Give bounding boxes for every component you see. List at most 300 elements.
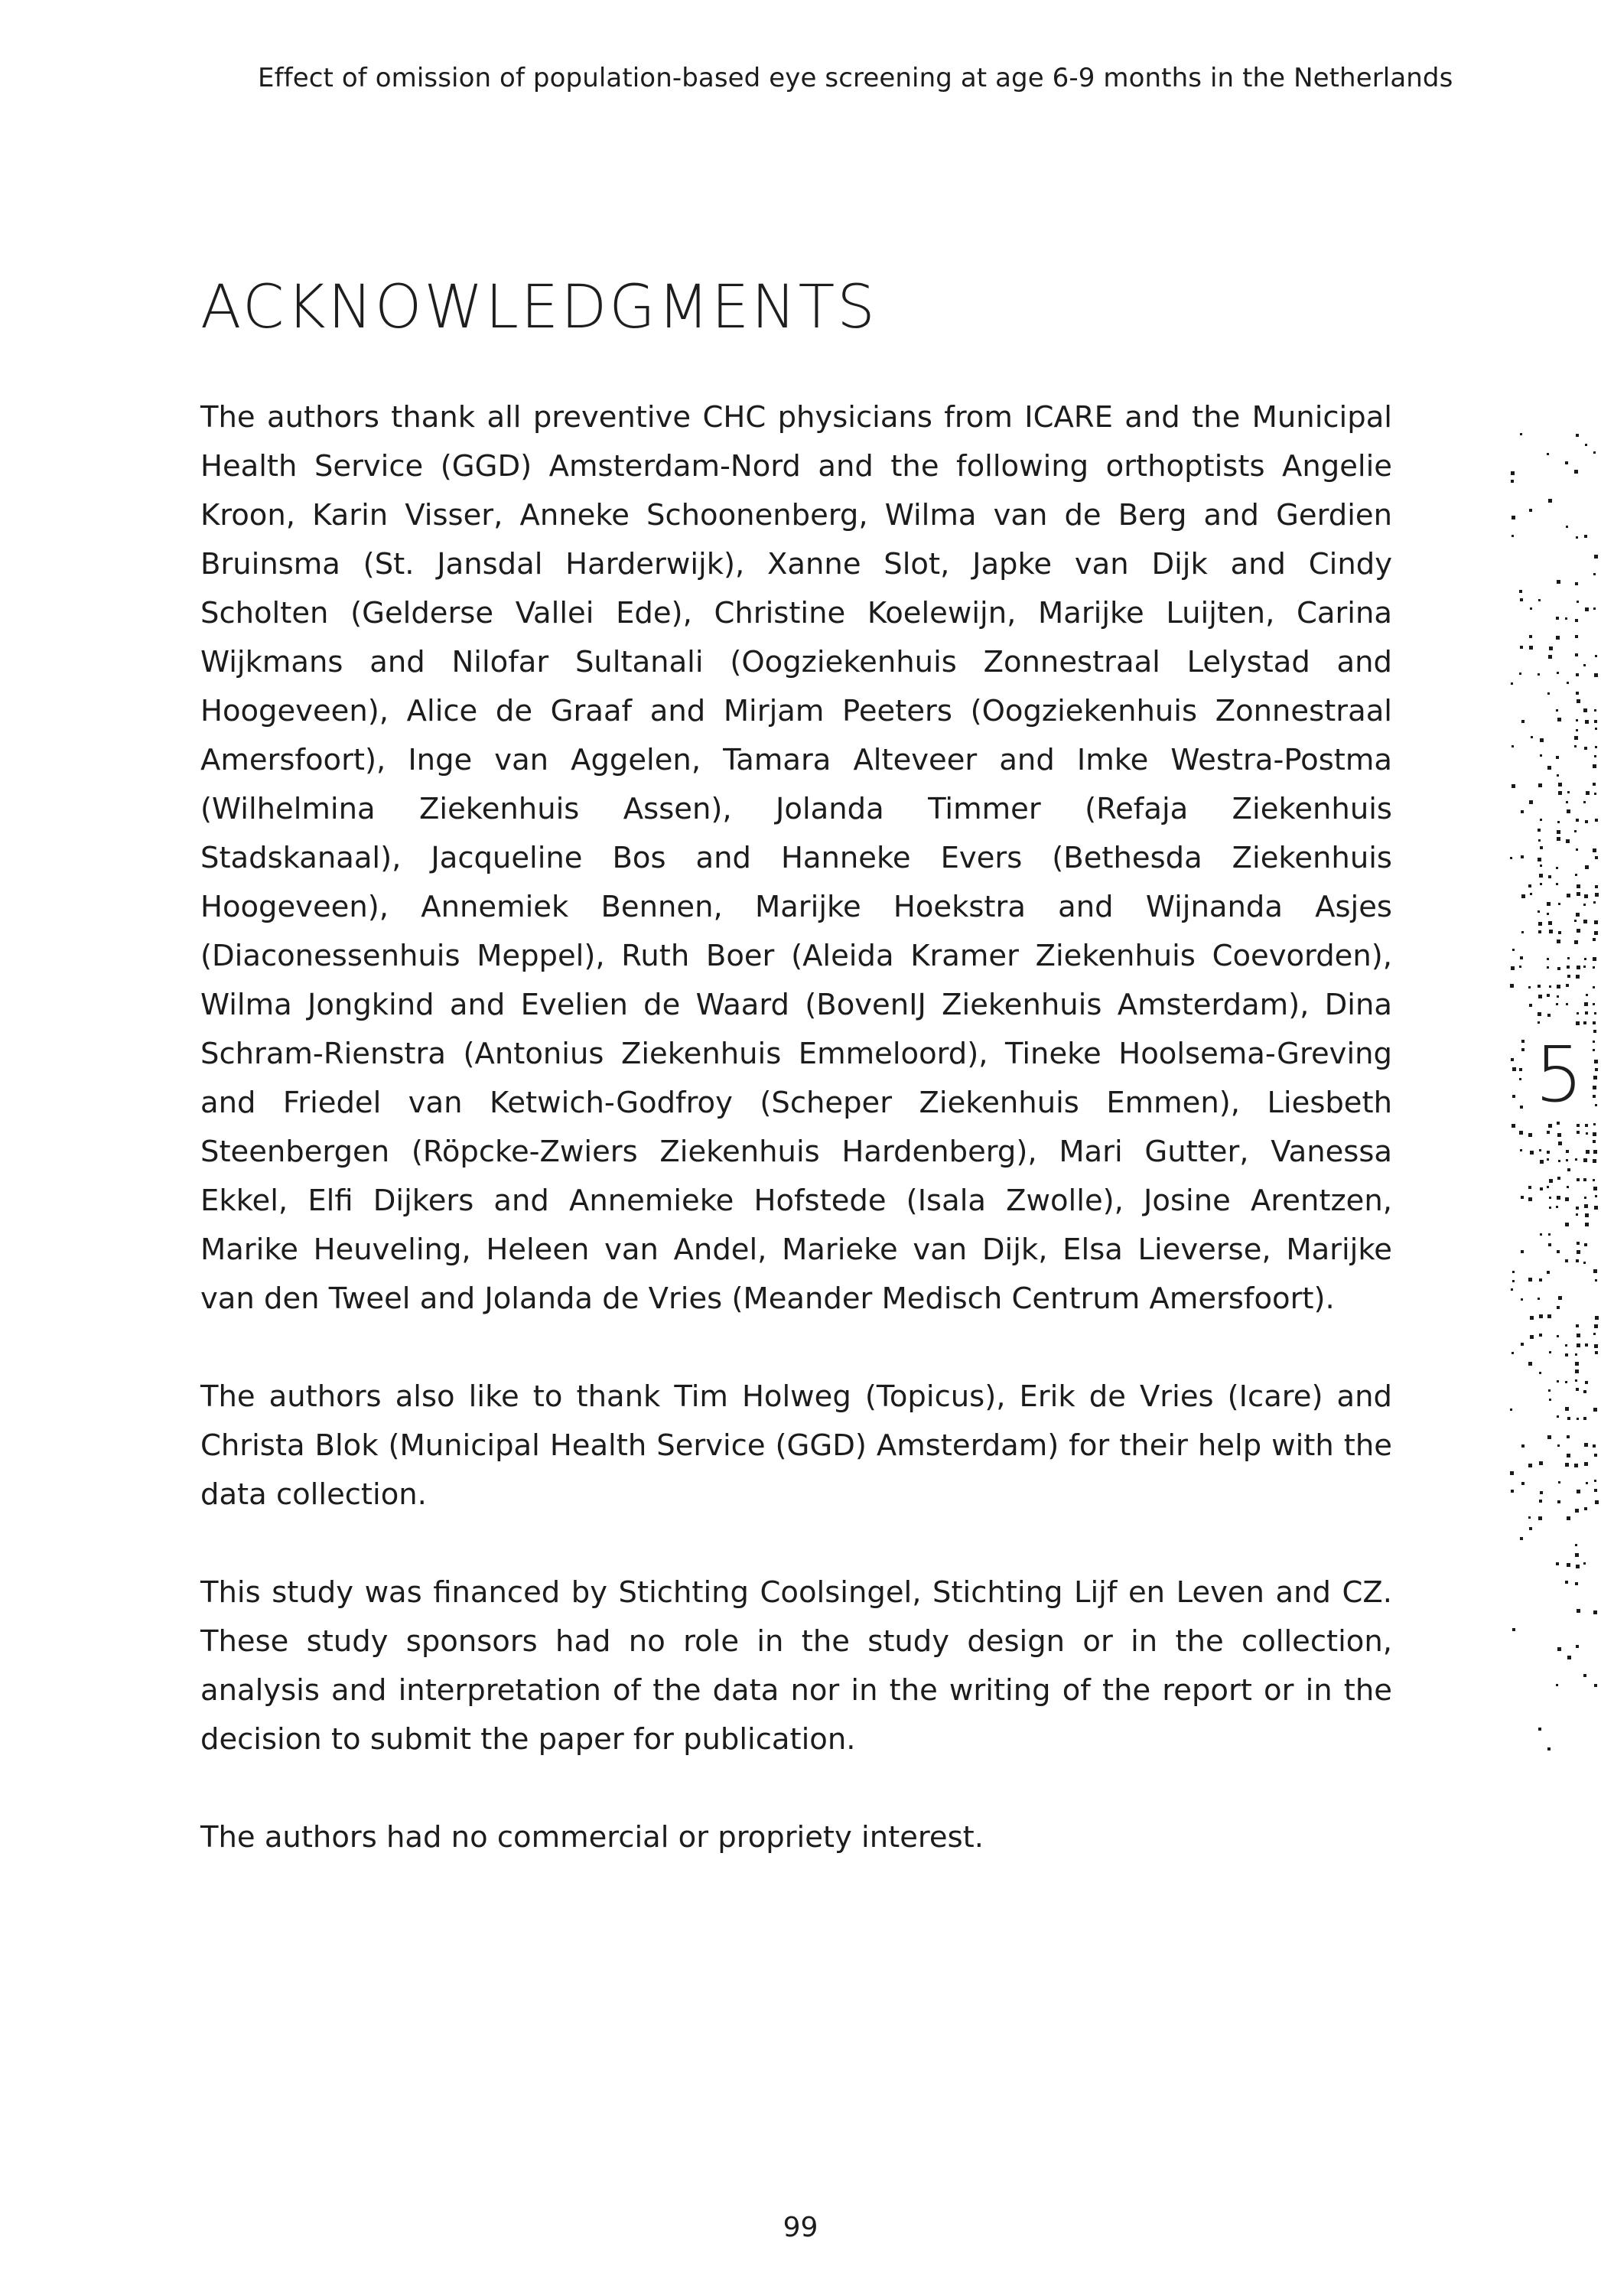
pattern-dot xyxy=(1566,1159,1568,1161)
pattern-dot xyxy=(1565,1463,1569,1467)
pattern-dot xyxy=(1584,1204,1588,1208)
pattern-dot xyxy=(1577,699,1580,703)
pattern-dot xyxy=(1540,1233,1542,1236)
pattern-dot xyxy=(1594,1480,1596,1482)
pattern-dot xyxy=(1565,1407,1569,1411)
pattern-dot xyxy=(1528,1133,1532,1137)
pattern-dot xyxy=(1512,1352,1514,1354)
pattern-dot xyxy=(1566,1150,1569,1153)
pattern-dot xyxy=(1528,1186,1531,1189)
pattern-dot xyxy=(1530,1316,1534,1320)
pattern-dot xyxy=(1577,1131,1580,1134)
pattern-dot xyxy=(1547,1131,1550,1134)
pattern-dot xyxy=(1593,1049,1595,1051)
pattern-dot xyxy=(1539,874,1543,878)
pattern-dot xyxy=(1556,1003,1558,1005)
pattern-dot xyxy=(1512,1067,1516,1071)
pattern-dot xyxy=(1593,1086,1596,1089)
pattern-dot xyxy=(1567,957,1570,959)
pattern-dot xyxy=(1593,986,1595,988)
pattern-dot xyxy=(1583,1674,1586,1677)
pattern-dot xyxy=(1520,1149,1522,1151)
pattern-dot xyxy=(1576,1021,1580,1025)
pattern-dot xyxy=(1583,664,1586,666)
pattern-dot xyxy=(1519,1131,1523,1135)
pattern-dot xyxy=(1548,1389,1551,1392)
pattern-dot xyxy=(1539,1461,1543,1465)
pattern-dot xyxy=(1556,756,1559,759)
pattern-dot xyxy=(1594,1324,1598,1328)
pattern-dot xyxy=(1565,461,1568,464)
pattern-dot xyxy=(1510,857,1512,859)
pattern-dot xyxy=(1577,1242,1580,1245)
pattern-dot xyxy=(1558,783,1562,787)
pattern-dot xyxy=(1567,975,1570,978)
pattern-dot xyxy=(1585,865,1589,869)
pattern-dot xyxy=(1547,1271,1550,1274)
pattern-dot xyxy=(1521,810,1524,813)
pattern-dot xyxy=(1584,1507,1587,1510)
pattern-dot xyxy=(1576,719,1578,721)
pattern-dot xyxy=(1567,1454,1570,1457)
pattern-dot xyxy=(1583,966,1586,968)
pattern-dot xyxy=(1586,1132,1588,1135)
pattern-dot xyxy=(1538,1012,1541,1016)
pattern-dot xyxy=(1595,1351,1598,1354)
pattern-dot xyxy=(1593,451,1596,454)
pattern-dot xyxy=(1577,966,1580,969)
pattern-dot xyxy=(1585,1381,1588,1384)
pattern-dot xyxy=(1511,1490,1514,1493)
pattern-dot xyxy=(1521,1444,1525,1448)
pattern-dot xyxy=(1575,1379,1577,1382)
pattern-dot xyxy=(1529,646,1533,650)
pattern-dot xyxy=(1575,874,1577,876)
pattern-dot xyxy=(1577,1343,1580,1347)
pattern-dot xyxy=(1538,1728,1541,1731)
pattern-dot xyxy=(1548,921,1552,925)
pattern-dot xyxy=(1576,729,1578,731)
pattern-dot xyxy=(1529,800,1533,804)
pattern-dot xyxy=(1512,1280,1515,1282)
paragraph-thanks-orthoptists: The authors thank all preventive CHC physicians from ICARE and the Municipal Health Service (GGD) Amsterdam-Nord and the following orthoptists Angelie Kroon, Karin Visser, Anneke Schoonenberg, Wilma van de Berg and Gerdien Bruinsma (St. Jansdal Harderwijk), Xanne Slot, Japke van Dijk and Cindy Scholten (Gelderse Vallei Ede), Christine Koelewijn, Marijke Luijten, Carina Wijkmans and Nilofar Sultanali (Oogziekenhuis Zonnestraal Lelystad and Hoogeveen), Alice de Graaf and Mirjam Peeters (Oogziekenhuis Zonnestraal Amersfoort), Inge van Aggelen, Tamara Alteveer and Imke Westra-Postma (Wilhelmina Ziekenhuis Assen), Jolanda Timmer (Refaja Ziekenhuis Stadskanaal), Jacqueline Bos and Hanneke Evers (Bethesda Ziekenhuis Hoogeveen), Annemiek Bennen, Marijke Hoekstra and Wijnanda Asjes (Diaconessenhuis Meppel), Ruth Boer (Aleida Kramer Ziekenhuis Coevorden), Wilma Jongkind and Evelien de Waard (BovenIJ Ziekenhuis Amsterdam), Dina Schram-Rienstra (Antonius Ziekenhuis Emmeloord), Tineke Hoolsema-Greving and Friedel van Ketwich-Godfroy (Scheper Ziekenhuis Emmen), Liesbeth Steenbergen (Röpcke-Zwiers Ziekenhuis Hardenberg), Mari Gutter, Vanessa Ekkel, Elfi Dijkers and Annemieke Hofstede (Isala Zwolle), Josine Arentzen, Marike Heuveling, Heleen van Andel, Marieke van Dijk, Elsa Lieverse, Marijke van den Tweel and Jolanda de Vries (Meander Medisch Centrum Amersfoort). xyxy=(200,400,1392,1316)
pattern-dot xyxy=(1538,673,1540,676)
pattern-dot xyxy=(1574,830,1577,832)
pattern-dot xyxy=(1595,728,1597,730)
pattern-dot xyxy=(1577,1609,1580,1613)
pattern-dot xyxy=(1586,1482,1588,1484)
pattern-dot xyxy=(1577,892,1580,896)
pattern-dot xyxy=(1585,720,1589,724)
pattern-dot xyxy=(1520,646,1523,649)
pattern-dot xyxy=(1574,736,1578,740)
pattern-dot xyxy=(1566,526,1568,528)
pattern-dot xyxy=(1594,720,1597,723)
pattern-dot xyxy=(1595,1104,1597,1106)
pattern-dot xyxy=(1566,839,1570,843)
pattern-dot xyxy=(1521,931,1524,933)
pattern-dot xyxy=(1557,1415,1559,1418)
pattern-dot xyxy=(1575,1582,1578,1585)
pattern-dot xyxy=(1556,617,1559,620)
pattern-dot xyxy=(1577,1334,1580,1337)
pattern-dot xyxy=(1565,1581,1568,1584)
pattern-dot xyxy=(1593,607,1596,610)
pattern-dot xyxy=(1557,830,1560,834)
pattern-dot xyxy=(1521,894,1525,898)
pattern-dot xyxy=(1577,1490,1580,1493)
pattern-dot xyxy=(1547,1014,1551,1017)
pattern-dot xyxy=(1576,1565,1580,1568)
pattern-dot xyxy=(1521,855,1524,858)
pattern-dot xyxy=(1567,809,1570,813)
pattern-dot xyxy=(1557,940,1560,943)
pattern-dot xyxy=(1549,1399,1551,1401)
acknowledgments-body xyxy=(200,393,1392,1911)
pattern-dot xyxy=(1529,635,1532,638)
pattern-dot xyxy=(1585,1223,1589,1226)
pattern-dot xyxy=(1557,837,1560,841)
pattern-dot xyxy=(1538,910,1540,913)
pattern-dot xyxy=(1593,1076,1597,1080)
pattern-dot xyxy=(1575,1158,1577,1161)
pattern-dot xyxy=(1549,985,1551,988)
pattern-dot xyxy=(1538,922,1542,926)
pattern-dot xyxy=(1547,994,1550,997)
pattern-dot xyxy=(1575,1544,1577,1546)
pattern-dot xyxy=(1557,580,1560,584)
pattern-dot xyxy=(1593,1150,1597,1154)
pattern-dot xyxy=(1575,582,1578,585)
pattern-dot xyxy=(1594,673,1598,677)
pattern-dot xyxy=(1595,1195,1597,1197)
pattern-dot xyxy=(1558,1160,1560,1162)
pattern-dot xyxy=(1594,1684,1597,1687)
pattern-dot xyxy=(1558,791,1562,795)
pattern-dot xyxy=(1547,1151,1550,1154)
pattern-dot xyxy=(1547,1314,1551,1318)
pattern-dot xyxy=(1556,709,1558,712)
pattern-dot xyxy=(1585,1343,1588,1347)
pattern-dot xyxy=(1575,619,1578,622)
pattern-dot xyxy=(1566,801,1568,803)
pattern-dot xyxy=(1577,1124,1580,1127)
pattern-dot xyxy=(1538,995,1542,998)
pattern-dot xyxy=(1556,1684,1558,1686)
pattern-dot xyxy=(1567,1516,1570,1520)
pattern-dot xyxy=(1549,1179,1553,1183)
pattern-dot xyxy=(1530,1151,1534,1155)
pattern-dot xyxy=(1530,893,1532,895)
pattern-dot xyxy=(1511,682,1513,685)
pattern-dot xyxy=(1548,1233,1551,1236)
pattern-dot xyxy=(1585,607,1589,611)
pattern-dot xyxy=(1574,745,1577,747)
pattern-dot xyxy=(1557,1306,1560,1309)
pattern-dot xyxy=(1584,1197,1586,1199)
pattern-dot xyxy=(1520,956,1523,959)
pattern-dot xyxy=(1529,509,1532,512)
pattern-dot xyxy=(1585,444,1587,446)
pattern-dot xyxy=(1576,913,1580,917)
pattern-dot xyxy=(1594,1344,1598,1348)
pattern-dot xyxy=(1511,966,1515,970)
pattern-dot xyxy=(1556,1206,1558,1208)
pattern-dot xyxy=(1593,1003,1595,1005)
pattern-dot xyxy=(1576,1645,1579,1648)
paragraph-thanks-data-collection: The authors also like to thank Tim Holweg (Topicus), Erik de Vries (Icare) and Christa Blok (Municipal Health Service (GGD) Amsterdam) for their help with the data collection. xyxy=(200,1379,1392,1512)
pattern-dot xyxy=(1548,1124,1552,1128)
pattern-dot xyxy=(1529,1004,1532,1007)
pattern-dot xyxy=(1512,745,1514,747)
pattern-dot xyxy=(1538,1298,1540,1300)
pattern-dot xyxy=(1539,1314,1543,1318)
section-title: ACKNOWLEDGMENTS xyxy=(200,273,877,342)
pattern-dot xyxy=(1593,1444,1596,1448)
pattern-dot xyxy=(1576,848,1578,851)
pattern-dot xyxy=(1594,1206,1598,1210)
paragraph-conflict-of-interest: The authors had no commercial or propriety interest. xyxy=(200,1820,984,1855)
pattern-dot xyxy=(1511,1288,1513,1291)
pattern-dot xyxy=(1593,957,1596,961)
pattern-dot xyxy=(1567,894,1570,897)
pattern-dot xyxy=(1557,672,1559,674)
pattern-dot xyxy=(1510,984,1514,988)
pattern-dot xyxy=(1521,1040,1525,1043)
pattern-dot xyxy=(1593,1041,1595,1043)
pattern-dot xyxy=(1584,1002,1588,1006)
pattern-dot xyxy=(1519,966,1521,968)
pattern-dot xyxy=(1558,903,1560,905)
pattern-dot xyxy=(1576,434,1579,437)
pattern-dot xyxy=(1511,471,1515,475)
pattern-dot xyxy=(1593,1123,1596,1125)
pattern-dot xyxy=(1593,966,1595,969)
running-header: Effect of omission of population-based eye screening at age 6-9 months in the Netherlands xyxy=(258,63,1453,93)
pattern-dot xyxy=(1576,1207,1579,1210)
pattern-dot xyxy=(1530,607,1532,610)
pattern-dot xyxy=(1540,819,1542,821)
pattern-dot xyxy=(1575,1553,1579,1557)
pattern-dot xyxy=(1547,1747,1551,1750)
pattern-dot xyxy=(1538,858,1541,861)
pattern-dot xyxy=(1538,985,1541,988)
page-number: 99 xyxy=(783,2212,818,2243)
pattern-dot xyxy=(1521,1298,1523,1301)
pattern-dot xyxy=(1547,1186,1549,1188)
pattern-dot xyxy=(1556,867,1558,869)
pattern-dot xyxy=(1575,653,1578,656)
pattern-dot xyxy=(1549,1197,1551,1199)
pattern-dot xyxy=(1528,1278,1532,1282)
pattern-dot xyxy=(1558,1481,1560,1483)
pattern-dot xyxy=(1540,1491,1543,1494)
pattern-dot xyxy=(1530,1335,1534,1339)
pattern-dot xyxy=(1557,1444,1560,1447)
pattern-dot xyxy=(1593,573,1596,575)
pattern-dot xyxy=(1538,1021,1540,1024)
pattern-dot xyxy=(1575,1509,1579,1513)
pattern-dot xyxy=(1548,875,1551,878)
pattern-dot xyxy=(1594,555,1598,559)
pattern-dot xyxy=(1576,673,1579,676)
pattern-dot xyxy=(1583,904,1586,906)
pattern-dot xyxy=(1584,894,1588,898)
pattern-dot xyxy=(1593,1159,1596,1163)
pattern-dot xyxy=(1538,829,1541,832)
pattern-dot xyxy=(1539,1278,1542,1282)
pattern-dot xyxy=(1548,655,1552,659)
pattern-dot xyxy=(1547,958,1549,960)
pattern-dot xyxy=(1595,1279,1597,1282)
pattern-dot xyxy=(1557,1177,1560,1180)
pattern-dot xyxy=(1557,1250,1560,1253)
pattern-dot xyxy=(1539,1372,1541,1374)
pattern-dot xyxy=(1521,1048,1525,1051)
pattern-dot xyxy=(1512,535,1514,537)
pattern-dot xyxy=(1584,958,1586,960)
pattern-dot xyxy=(1583,920,1587,923)
pattern-dot xyxy=(1519,673,1521,675)
pattern-dot xyxy=(1584,1462,1588,1466)
pattern-dot xyxy=(1538,599,1541,601)
pattern-dot xyxy=(1594,1489,1597,1492)
pattern-dot xyxy=(1519,590,1522,593)
pattern-dot xyxy=(1593,1187,1597,1190)
pattern-dot xyxy=(1539,1149,1541,1151)
pattern-dot xyxy=(1567,682,1569,684)
pattern-dot xyxy=(1512,1124,1515,1128)
pattern-dot xyxy=(1565,1223,1569,1226)
pattern-dot xyxy=(1549,930,1553,933)
pattern-dot xyxy=(1557,967,1560,970)
pattern-dot xyxy=(1511,1058,1514,1061)
pattern-dot xyxy=(1557,821,1560,823)
pattern-dot xyxy=(1512,1095,1515,1098)
pattern-dot xyxy=(1567,791,1570,793)
pattern-dot xyxy=(1565,1197,1569,1201)
pattern-dot xyxy=(1574,470,1578,474)
pattern-dot xyxy=(1593,1179,1595,1181)
pattern-dot xyxy=(1576,819,1579,822)
pattern-dot xyxy=(1512,1271,1515,1273)
pattern-dot xyxy=(1557,1380,1559,1382)
pattern-dot xyxy=(1512,784,1515,788)
pattern-dot xyxy=(1512,516,1515,519)
pattern-dot xyxy=(1583,1562,1586,1565)
pattern-dot xyxy=(1567,1656,1571,1659)
pattern-dot xyxy=(1521,1482,1525,1485)
pattern-dot xyxy=(1576,1259,1579,1262)
pattern-dot xyxy=(1585,1213,1589,1217)
pattern-dot xyxy=(1556,1562,1559,1565)
pattern-dot xyxy=(1594,931,1598,935)
pattern-dot xyxy=(1566,1003,1568,1005)
pattern-dot xyxy=(1593,1408,1597,1412)
pattern-dot xyxy=(1595,655,1597,657)
pattern-dot xyxy=(1540,883,1542,885)
pattern-dot xyxy=(1548,499,1552,503)
pattern-dot xyxy=(1528,884,1531,887)
pattern-dot xyxy=(1593,848,1596,852)
pattern-dot xyxy=(1595,1316,1599,1320)
pattern-dot xyxy=(1565,1344,1567,1347)
pattern-dot xyxy=(1557,774,1559,777)
pattern-dot xyxy=(1593,901,1596,904)
pattern-dot xyxy=(1594,793,1596,795)
pattern-dot xyxy=(1576,975,1580,979)
chapter-number: 5 xyxy=(1528,1029,1590,1121)
pattern-dot xyxy=(1593,764,1596,768)
pattern-dot xyxy=(1540,865,1542,867)
pattern-dot xyxy=(1575,1362,1579,1366)
pattern-dot xyxy=(1577,929,1580,933)
pattern-dot xyxy=(1594,755,1596,757)
pattern-dot xyxy=(1593,1333,1596,1335)
pattern-dot xyxy=(1583,1158,1587,1162)
pattern-dot xyxy=(1539,1500,1542,1503)
pattern-dot xyxy=(1583,1178,1586,1181)
pattern-dot xyxy=(1511,480,1514,483)
pattern-dot xyxy=(1593,1030,1596,1033)
pattern-dot xyxy=(1583,1390,1586,1393)
pattern-dot xyxy=(1574,940,1578,944)
pattern-dot xyxy=(1521,1250,1524,1253)
pattern-dot xyxy=(1557,995,1559,998)
pattern-dot xyxy=(1583,708,1587,712)
pattern-dot xyxy=(1556,636,1560,640)
pattern-dot xyxy=(1512,1628,1515,1631)
pattern-dot xyxy=(1593,1132,1596,1136)
pattern-dot xyxy=(1557,1335,1559,1337)
pattern-dot xyxy=(1584,1243,1587,1246)
pattern-dot xyxy=(1594,1012,1596,1014)
pattern-dot xyxy=(1565,1381,1567,1383)
pattern-dot xyxy=(1595,1500,1599,1504)
pattern-dot xyxy=(1540,1160,1544,1164)
pattern-dot xyxy=(1520,433,1522,435)
pattern-dot xyxy=(1510,1471,1514,1475)
pattern-dot xyxy=(1558,931,1561,934)
pattern-dot xyxy=(1557,1500,1560,1503)
pattern-dot xyxy=(1595,746,1597,748)
pattern-dot xyxy=(1519,1068,1522,1071)
pattern-dot xyxy=(1540,1187,1543,1190)
pattern-dot xyxy=(1575,1353,1577,1356)
pattern-dot xyxy=(1540,846,1543,849)
pattern-dot xyxy=(1558,1141,1562,1145)
pattern-dot xyxy=(1595,885,1598,888)
pattern-dot xyxy=(1593,783,1596,786)
pattern-dot xyxy=(1576,536,1578,539)
pattern-dot xyxy=(1521,1196,1524,1199)
pattern-dot xyxy=(1557,1196,1560,1200)
pattern-dot xyxy=(1547,1435,1551,1439)
pattern-dot xyxy=(1547,902,1551,906)
pattern-dot xyxy=(1575,1369,1579,1373)
pattern-dot xyxy=(1577,1418,1579,1420)
pattern-dot xyxy=(1594,1060,1598,1063)
pattern-dot xyxy=(1557,1647,1561,1651)
pattern-dot xyxy=(1520,598,1523,601)
pattern-dot xyxy=(1547,692,1550,695)
pattern-dot xyxy=(1556,883,1558,885)
pattern-dot xyxy=(1521,720,1525,723)
pattern-dot xyxy=(1538,930,1541,933)
pattern-dot xyxy=(1538,783,1542,787)
pattern-dot xyxy=(1529,1527,1532,1530)
pattern-dot xyxy=(1576,692,1579,695)
